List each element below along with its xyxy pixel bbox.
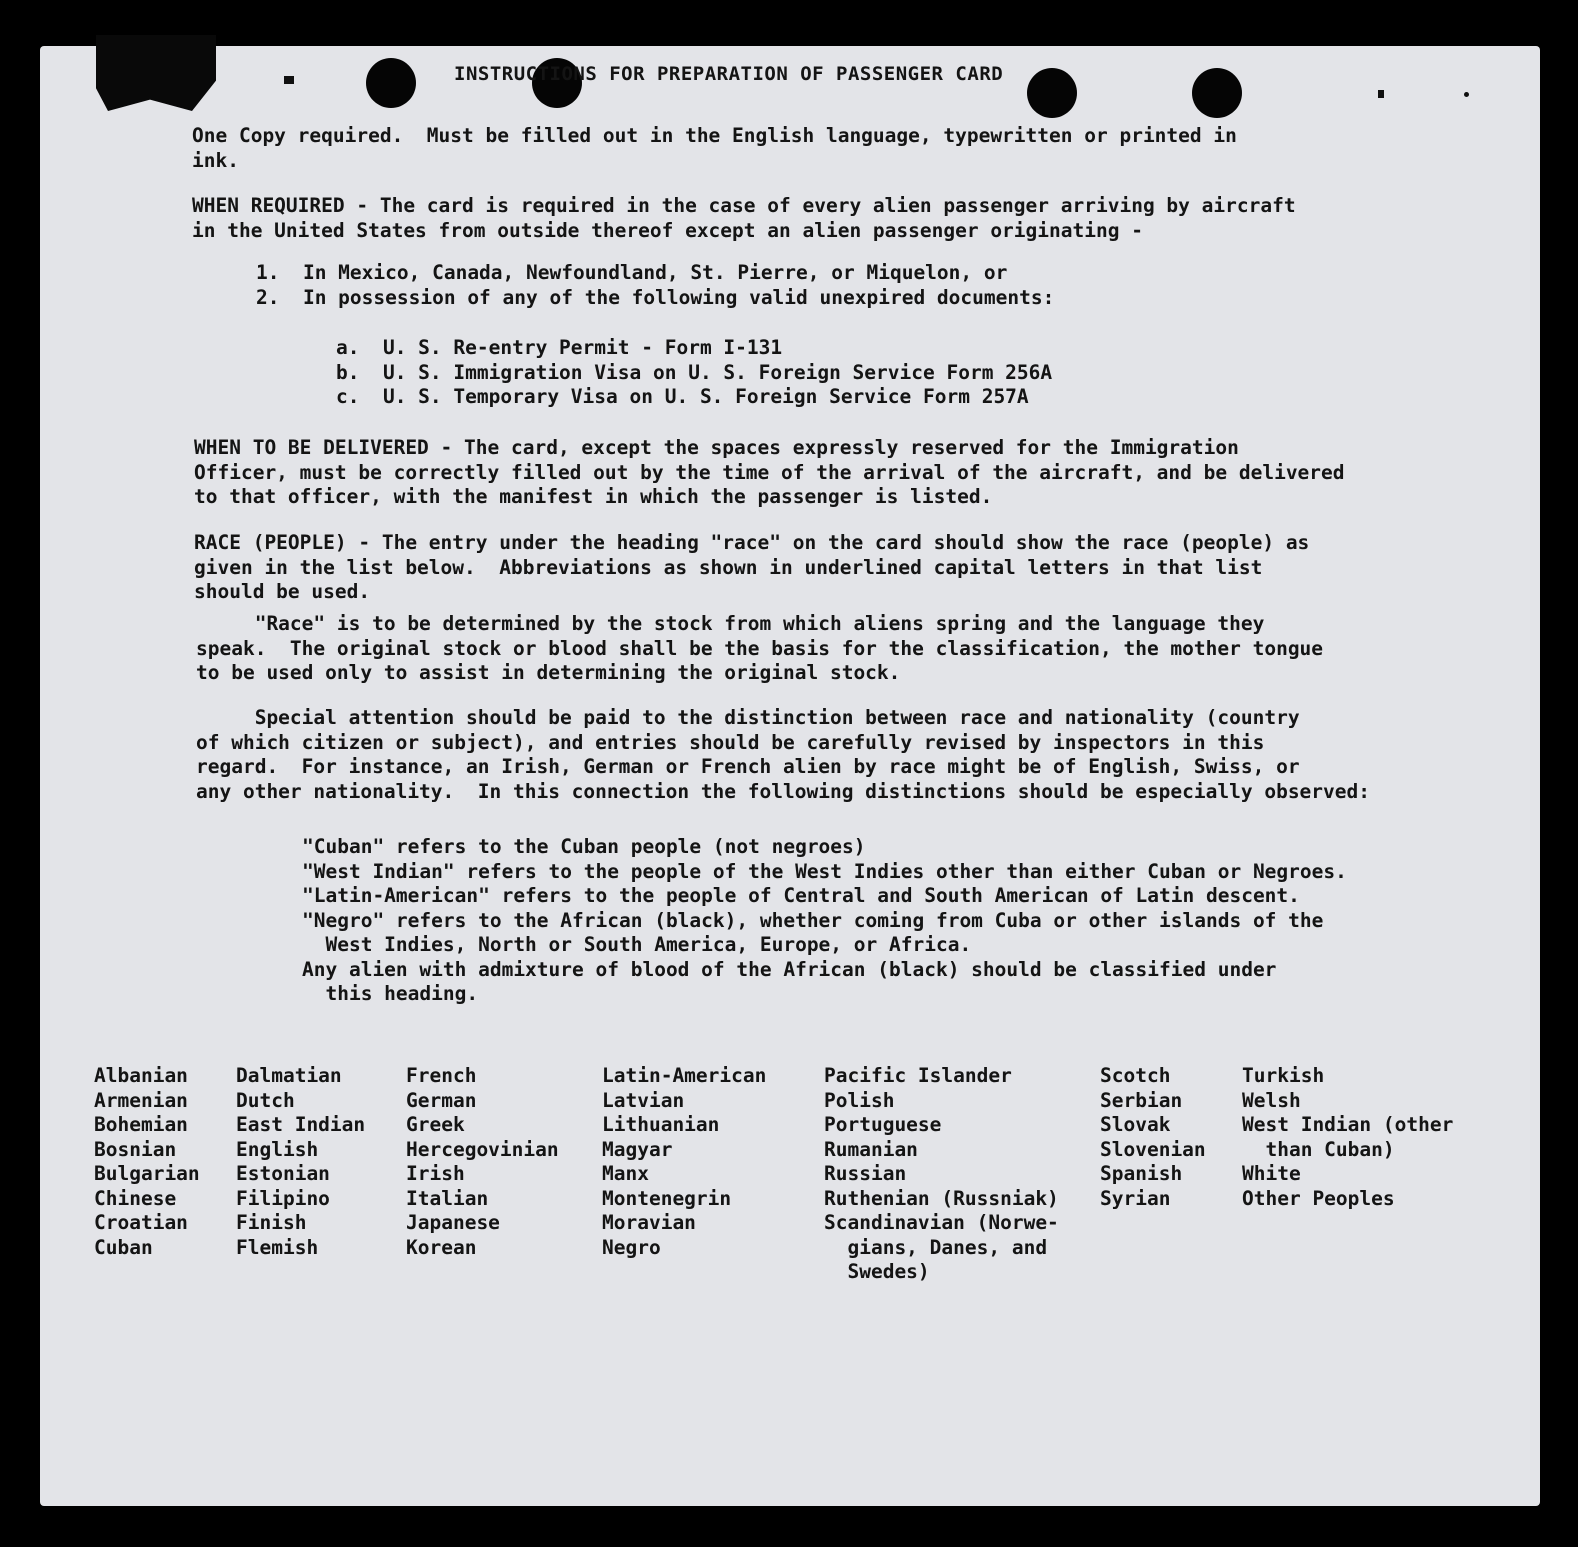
race-list-item: Japanese — [406, 1211, 500, 1234]
text-line: regard. For instance, an Irish, German or French alien by race might be of English, Swiss, or — [196, 755, 1300, 778]
intro-paragraph — [192, 124, 1237, 173]
race-list-item: than Cuban) — [1242, 1137, 1395, 1161]
race-list-item: Filipino — [236, 1186, 330, 1210]
punch-hole — [1192, 68, 1242, 118]
race-list-item: Serbian — [1100, 1088, 1183, 1112]
text-line: "Race" is to be determined by the stock from which aliens spring and the language they — [196, 612, 1265, 635]
text-line: speak. The original stock or blood shall be the basis for the classification, the mother tongue — [196, 636, 1324, 660]
race-list-item: Magyar — [602, 1137, 673, 1161]
race-list-item: Flemish — [236, 1235, 319, 1259]
race-list-item: Turkish — [1242, 1064, 1325, 1087]
race-list-item: Syrian — [1100, 1186, 1171, 1210]
race-column — [1100, 1064, 1206, 1211]
race-list-item: Negro — [602, 1235, 661, 1259]
text-line: in the United States from outside thereof except an alien passenger originating - — [192, 218, 1143, 242]
text-line: Officer, must be correctly filled out by the time of the arrival of the aircraft, and be delivered — [194, 460, 1345, 484]
list-item: this heading. — [302, 982, 479, 1005]
race-list-item: Welsh — [1242, 1088, 1301, 1112]
race-list-item: English — [236, 1137, 319, 1161]
race-list-item: Irish — [406, 1162, 465, 1185]
race-list-item: Chinese — [94, 1186, 177, 1210]
list-item: "Negro" refers to the African (black), whether coming from Cuba or other islands of the — [302, 908, 1324, 932]
list-item: "Cuban" refers to the Cuban people (not negroes) — [302, 835, 866, 858]
race-list-item: Swedes) — [824, 1260, 930, 1283]
ink-speck — [284, 76, 294, 84]
race-list-item: Other Peoples — [1242, 1186, 1395, 1210]
list-item: "Latin-American" refers to the people of Central and South American of Latin descent. — [302, 884, 1300, 907]
race-list-item: French — [406, 1064, 477, 1087]
text-line: of which citizen or subject), and entries should be carefully revised by inspectors in this — [196, 730, 1265, 754]
race-list-item: Scotch — [1100, 1064, 1171, 1087]
race-list-item: Latin-American — [602, 1064, 767, 1087]
race-list-item: Croatian — [94, 1211, 188, 1234]
race-list-item: Dalmatian — [236, 1064, 342, 1087]
race-list-item: Bulgarian — [94, 1162, 200, 1185]
list-item: West Indies, North or South America, Europe, or Africa. — [302, 933, 972, 956]
race-column — [94, 1064, 200, 1260]
text-line: to be used only to assist in determining the original stock. — [196, 661, 901, 684]
race-list-item: German — [406, 1088, 477, 1112]
race-list-item: Korean — [406, 1235, 477, 1259]
when-required-paragraph — [192, 194, 1296, 243]
race-list-item: Pacific Islander — [824, 1064, 1012, 1087]
race-list-item: Rumanian — [824, 1137, 918, 1161]
race-column — [602, 1064, 766, 1260]
race-list-item: Armenian — [94, 1088, 188, 1112]
race-list-item: Cuban — [94, 1235, 153, 1259]
ink-speck — [1464, 92, 1469, 97]
punch-hole — [1027, 68, 1077, 118]
race-list-item: Bohemian — [94, 1113, 188, 1136]
race-list-item: Portuguese — [824, 1113, 942, 1136]
when-delivered-paragraph — [194, 436, 1345, 510]
race-definition-paragraph — [196, 612, 1323, 686]
race-list-item: Ruthenian (Russniak) — [824, 1186, 1059, 1210]
race-list-item: gians, Danes, and — [824, 1235, 1048, 1259]
race-list-item: Slovak — [1100, 1113, 1171, 1136]
race-list-item: Greek — [406, 1113, 465, 1136]
text-line: WHEN REQUIRED - The card is required in the case of every alien passenger arriving by aircraft — [192, 194, 1296, 217]
list-item: 2. In possession of any of the following valid unexpired documents: — [256, 285, 1055, 309]
race-list-item: West Indian (other — [1242, 1113, 1454, 1136]
list-item: b. U. S. Immigration Visa on U. S. Foreign Service Form 256A — [336, 360, 1053, 384]
race-list-item: Albanian — [94, 1064, 188, 1087]
distinctions-list — [302, 835, 1347, 1007]
race-list-item: Hercegovinian — [406, 1137, 559, 1161]
text-line: One Copy required. Must be filled out in the English language, typewritten or printed in — [192, 124, 1237, 147]
torn-corner — [96, 35, 216, 111]
race-paragraph — [194, 531, 1309, 605]
origin-list — [256, 261, 1054, 310]
race-column — [824, 1064, 1059, 1285]
text-line: any other nationality. In this connection the following distinctions should be especially observed: — [196, 779, 1370, 803]
special-attention-paragraph — [196, 706, 1370, 804]
race-column — [236, 1064, 365, 1260]
race-list-item: Moravian — [602, 1211, 696, 1234]
race-column — [1242, 1064, 1453, 1211]
race-list-item: Lithuanian — [602, 1113, 720, 1136]
punch-hole — [366, 58, 416, 108]
documents-list — [336, 336, 1052, 410]
race-list-item: Russian — [824, 1162, 907, 1185]
race-list-item: Latvian — [602, 1088, 685, 1112]
text-line: RACE (PEOPLE) - The entry under the heading "race" on the card should show the race (people) as — [194, 531, 1310, 554]
race-list-item: Spanish — [1100, 1162, 1183, 1185]
race-list-item: Bosnian — [94, 1137, 177, 1161]
list-item: Any alien with admixture of blood of the African (black) should be classified under — [302, 957, 1277, 981]
text-line: Special attention should be paid to the distinction between race and nationality (country — [196, 706, 1300, 729]
race-column — [406, 1064, 559, 1260]
text-line: ink. — [192, 148, 239, 172]
list-item: c. U. S. Temporary Visa on U. S. Foreign Service Form 257A — [336, 385, 1029, 408]
race-list-item: Dutch — [236, 1088, 295, 1112]
race-list-item: Scandinavian (Norwe- — [824, 1211, 1059, 1234]
text-line: given in the list below. Abbreviations as shown in underlined capital letters in that list — [194, 555, 1263, 579]
race-list-item: Montenegrin — [602, 1186, 732, 1210]
race-list-item: Manx — [602, 1162, 649, 1185]
ink-speck — [1378, 90, 1384, 98]
text-line: WHEN TO BE DELIVERED - The card, except the spaces expressly reserved for the Immigration — [194, 436, 1239, 459]
text-line: should be used. — [194, 580, 371, 603]
race-list-item: East Indian — [236, 1113, 366, 1136]
race-list-item: White — [1242, 1162, 1301, 1185]
race-list-item: Finish — [236, 1211, 307, 1234]
page-title: INSTRUCTIONS FOR PREPARATION OF PASSENGER CARD — [454, 63, 1004, 85]
text-line: to that officer, with the manifest in which the passenger is listed. — [194, 485, 993, 508]
race-list-item: Italian — [406, 1186, 489, 1210]
race-list-item: Slovenian — [1100, 1137, 1206, 1161]
list-item: 1. In Mexico, Canada, Newfoundland, St. Pierre, or Miquelon, or — [256, 261, 1008, 284]
list-item: "West Indian" refers to the people of the West Indies other than either Cuban or Negroes. — [302, 859, 1347, 883]
list-item: a. U. S. Re-entry Permit - Form I-131 — [336, 336, 783, 359]
race-list-item: Polish — [824, 1088, 895, 1112]
race-list-item: Estonian — [236, 1162, 330, 1185]
